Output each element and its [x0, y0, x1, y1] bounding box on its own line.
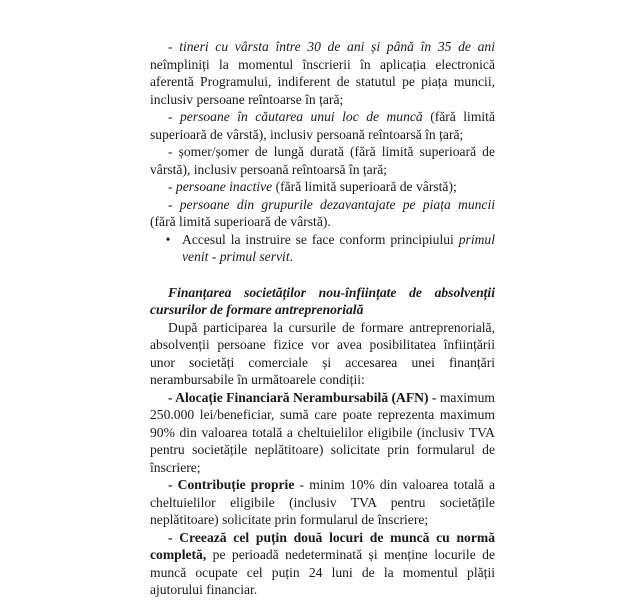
condition-jobs-bold: - Creează cel puțin două locuri de muncă cu normă completă, — [150, 529, 495, 562]
eligibility-item-young-text: neîmpliniți la momentul înscrierii în aplicația electronică aferentă Programului, indiferent de statutul pe piața muncii, inclusiv persoane reîntoarse în țară; — [150, 56, 495, 107]
access-bullet-end: . — [289, 249, 294, 264]
eligibility-item-disadvantaged — [150, 196, 495, 231]
eligibility-item-young — [150, 38, 495, 108]
section-heading: Finanțarea societăților nou-înființate de absolvenții cursurilor de formare antreprenorială — [150, 284, 495, 317]
condition-jobs — [150, 529, 495, 599]
access-bullet-principle: primul venit - primul servit — [182, 231, 495, 264]
condition-afn — [150, 389, 495, 477]
eligibility-item-jobseekers — [150, 108, 495, 143]
access-bullet — [150, 231, 495, 266]
financing-intro: După participarea la cursurile de formare antreprenorială, absolvenții persoane fizice vor avea posibilitatea înființării unor societăți comerciale și accesarea unei finanțări nerambursabile în următoarele condiții: — [150, 319, 495, 387]
eligibility-item-disadvantaged-text: (fără limită superioară de vârstă). — [150, 214, 331, 229]
eligibility-item-jobseekers-italic: - persoane în căutarea unui loc de muncă — [168, 109, 423, 124]
eligibility-item-inactive-italic: - persoane inactive — [168, 179, 273, 194]
section-gap — [150, 266, 495, 284]
access-bullet-text — [182, 231, 495, 266]
condition-afn-bold: - Alocație Financiară Nerambursabilă (AFN) - — [168, 389, 437, 405]
document-page — [150, 38, 495, 599]
eligibility-item-young-italic: - tineri cu vârsta între 30 de ani și până în 35 de ani — [168, 39, 495, 54]
eligibility-item-inactive — [150, 178, 495, 196]
condition-contribution-bold: - Contribuție proprie — [168, 477, 295, 492]
bullet-icon: • — [165, 231, 171, 247]
condition-contribution — [150, 476, 495, 529]
condition-contribution-text: - minim 10% din valoarea totală a cheltuielilor eligibile (inclusiv TVA pentru societățile neplătitoare) solicitate prin formularul de înscriere; — [150, 477, 495, 527]
condition-afn-text: maximum 250.000 lei/beneficiar, sumă care poate reprezenta maximum 90% din valoarea totală a cheltuielilor eligibile (inclusiv TVA pentru societățile neplătitoare) solicitate prin formularul de înscriere; — [150, 389, 495, 475]
access-bullet-lead: Accesul la instruire se face conform principiului — [182, 231, 454, 247]
eligibility-item-disadvantaged-italic: - persoane din grupurile dezavantajate pe piața muncii — [168, 196, 495, 212]
eligibility-item-unemployed: - șomer/șomer de lungă durată (fără limită superioară de vârstă), inclusiv persoană reîntoarsă în țară; — [150, 144, 495, 177]
condition-jobs-text: pe perioadă nedeterminată și menține locurile de muncă ocupate cel puțin 24 luni de la momentul plății ajutorului financiar. — [150, 547, 495, 597]
eligibility-item-inactive-text: (fără limită superioară de vârstă); — [275, 179, 457, 194]
eligibility-item-jobseekers-text: (fără limită superioară de vârstă), inclusiv persoană reîntoarsă în țară; — [150, 109, 495, 142]
